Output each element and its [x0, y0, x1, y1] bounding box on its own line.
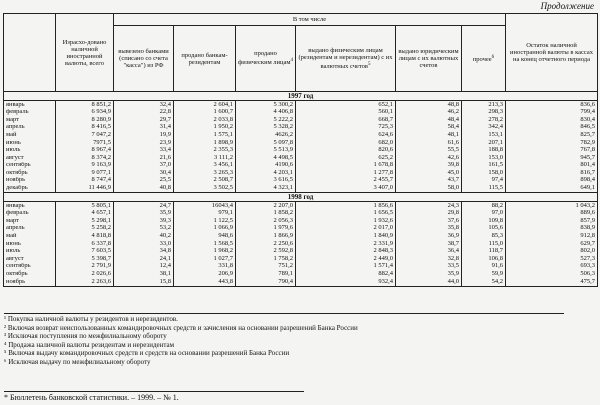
- value-cell: 3 616,5: [236, 177, 296, 185]
- value-cell: 38,1: [114, 270, 174, 278]
- value-cell: 801,4: [506, 162, 598, 170]
- value-cell: 8 851,2: [56, 101, 114, 109]
- table-row: [4, 225, 598, 233]
- value-cell: 668,7: [296, 116, 396, 124]
- value-cell: 5 222,2: [236, 116, 296, 124]
- header-balance: Остаток наличной иностранной валюты в кассах на конец отчетного периода: [506, 14, 598, 92]
- table-row: [4, 233, 598, 241]
- value-cell: 9 163,9: [56, 162, 114, 170]
- value-cell: 25,5: [114, 177, 174, 185]
- value-cell: 153,0: [462, 154, 506, 162]
- table-row: [4, 255, 598, 263]
- value-cell: 2 331,9: [296, 240, 396, 248]
- value-cell: 846,5: [506, 124, 598, 132]
- value-cell: 4626,2: [236, 131, 296, 139]
- value-cell: 31,4: [114, 124, 174, 132]
- value-cell: 7 047,2: [56, 131, 114, 139]
- month-cell: февраль: [4, 109, 56, 117]
- value-cell: 2 056,3: [236, 217, 296, 225]
- value-cell: 48,8: [396, 101, 462, 109]
- value-cell: 2 026,6: [56, 270, 114, 278]
- value-cell: 29,8: [396, 210, 462, 218]
- value-cell: 85,3: [462, 233, 506, 241]
- table-row: [4, 185, 598, 193]
- value-cell: 624,6: [296, 131, 396, 139]
- footnote: ¹ Покупка наличной валюты у резидентов и нерезидентов.: [4, 315, 178, 323]
- value-cell: 7971,5: [56, 139, 114, 147]
- value-cell: 42,6: [396, 154, 462, 162]
- value-cell: 1 600,7: [174, 109, 236, 117]
- value-cell: 8 967,4: [56, 147, 114, 155]
- table-row: [4, 154, 598, 162]
- header-in-total: В том числе: [114, 14, 506, 26]
- value-cell: 4190,6: [236, 162, 296, 170]
- year-1997-label: 1997 год: [4, 92, 598, 101]
- value-cell: 751,2: [236, 263, 296, 271]
- value-cell: 106,8: [462, 255, 506, 263]
- table-row: [4, 101, 598, 109]
- header-issued-persons: выдано физическим лицам (резидентам и нерезидентам) с их валютных счетов$^5$: [296, 26, 396, 92]
- value-cell: 91,6: [462, 263, 506, 271]
- value-cell: 682,0: [296, 139, 396, 147]
- value-cell: 2 250,6: [236, 240, 296, 248]
- value-cell: 1 979,6: [236, 225, 296, 233]
- value-cell: 790,4: [236, 278, 296, 286]
- value-cell: 945,7: [506, 154, 598, 162]
- value-cell: 43,7: [396, 177, 462, 185]
- value-cell: 115,0: [462, 240, 506, 248]
- month-cell: август: [4, 255, 56, 263]
- value-cell: 1 758,2: [236, 255, 296, 263]
- value-cell: 118,7: [462, 248, 506, 256]
- value-cell: 4 657,1: [56, 210, 114, 218]
- month-cell: март: [4, 217, 56, 225]
- value-cell: 37,6: [396, 217, 462, 225]
- value-cell: 527,3: [506, 255, 598, 263]
- value-cell: 8 747,4: [56, 177, 114, 185]
- table-row: [4, 124, 598, 132]
- value-cell: 3 111,2: [174, 154, 236, 162]
- value-cell: 5 513,9: [236, 147, 296, 155]
- value-cell: 58,4: [396, 124, 462, 132]
- value-cell: 6 934,9: [56, 109, 114, 117]
- value-cell: 9 077,1: [56, 169, 114, 177]
- value-cell: 37,0: [114, 162, 174, 170]
- year-1998-label: 1998 год: [4, 193, 598, 202]
- value-cell: 1 568,5: [174, 240, 236, 248]
- value-cell: 33,5: [396, 263, 462, 271]
- value-cell: 802,0: [506, 248, 598, 256]
- value-cell: 898,4: [506, 177, 598, 185]
- header-returned: вывезено банками (списано со счета "касса") из РФ: [114, 26, 174, 92]
- header-issued-legal: выдано юридическим лицам с их валютных счетов: [396, 26, 462, 92]
- table-row: [4, 240, 598, 248]
- value-cell: 3 407,0: [296, 185, 396, 193]
- value-cell: 979,1: [174, 210, 236, 218]
- table-row: [4, 263, 598, 271]
- value-cell: 652,1: [296, 101, 396, 109]
- value-cell: 1 898,9: [174, 139, 236, 147]
- value-cell: 35,9: [396, 270, 462, 278]
- value-cell: 4 818,8: [56, 233, 114, 241]
- value-cell: 88,2: [462, 202, 506, 210]
- value-cell: 830,4: [506, 116, 598, 124]
- month-cell: май: [4, 131, 56, 139]
- value-cell: 29,7: [114, 116, 174, 124]
- value-cell: 24,1: [114, 255, 174, 263]
- header-other: прочее$^6$: [462, 26, 506, 92]
- footnote: ⁴ Продажа наличной валюты резидентам и нерезидентам: [4, 340, 175, 349]
- value-cell: 782,9: [506, 139, 598, 147]
- value-cell: 912,8: [506, 233, 598, 241]
- continuation-label: Продолжение: [540, 1, 594, 11]
- value-cell: 61,6: [396, 139, 462, 147]
- value-cell: 2 263,6: [56, 278, 114, 286]
- value-cell: 2 604,1: [174, 101, 236, 109]
- month-cell: сентябрь: [4, 162, 56, 170]
- value-cell: 1 027,7: [174, 255, 236, 263]
- value-cell: 1 932,6: [296, 217, 396, 225]
- month-cell: май: [4, 233, 56, 241]
- value-cell: 1 575,1: [174, 131, 236, 139]
- value-cell: 36,4: [396, 248, 462, 256]
- value-cell: 1 043,2: [506, 202, 598, 210]
- month-cell: октябрь: [4, 270, 56, 278]
- table-row: [4, 202, 598, 210]
- value-cell: 15,8: [114, 278, 174, 286]
- value-cell: 625,2: [296, 154, 396, 162]
- value-cell: 3 502,5: [174, 185, 236, 193]
- value-cell: 560,1: [296, 109, 396, 117]
- value-cell: 2 508,7: [174, 177, 236, 185]
- table-row: [4, 116, 598, 124]
- month-cell: июнь: [4, 139, 56, 147]
- value-cell: 8 416,5: [56, 124, 114, 132]
- value-cell: 12,4: [114, 263, 174, 271]
- value-cell: 1 858,2: [236, 210, 296, 218]
- value-cell: 6 337,8: [56, 240, 114, 248]
- value-cell: 1 571,4: [296, 263, 396, 271]
- month-cell: август: [4, 154, 56, 162]
- value-cell: 5 805,1: [56, 202, 114, 210]
- value-cell: 109,8: [462, 217, 506, 225]
- value-cell: 30,4: [114, 169, 174, 177]
- value-cell: 97,4: [462, 177, 506, 185]
- value-cell: 19,9: [114, 131, 174, 139]
- value-cell: 825,7: [506, 131, 598, 139]
- month-cell: январь: [4, 101, 56, 109]
- footnotes: [4, 313, 564, 367]
- value-cell: 838,9: [506, 225, 598, 233]
- value-cell: 298,3: [462, 109, 506, 117]
- month-cell: февраль: [4, 210, 56, 218]
- value-cell: 820,6: [296, 147, 396, 155]
- footnote: ⁵ Включая выдачу командировочных средств и средств на основании разрешений Банка России: [4, 349, 290, 358]
- value-cell: 2 791,9: [56, 263, 114, 271]
- value-cell: 948,6: [174, 233, 236, 241]
- value-cell: 693,3: [506, 263, 598, 271]
- value-cell: 2 449,0: [296, 255, 396, 263]
- table-row: [4, 177, 598, 185]
- value-cell: 153,1: [462, 131, 506, 139]
- value-cell: 3 265,3: [174, 169, 236, 177]
- value-cell: 331,8: [174, 263, 236, 271]
- month-cell: апрель: [4, 124, 56, 132]
- source-note: * Бюллетень банковской статистики. – 1999. – № 1.: [4, 391, 304, 402]
- value-cell: 22,8: [114, 109, 174, 117]
- value-cell: 2 033,8: [174, 116, 236, 124]
- value-cell: 278,2: [462, 116, 506, 124]
- value-cell: 33,0: [114, 240, 174, 248]
- value-cell: 39,8: [396, 162, 462, 170]
- value-cell: 21,6: [114, 154, 174, 162]
- value-cell: 46,2: [396, 109, 462, 117]
- currency-table: [3, 13, 598, 287]
- value-cell: 38,7: [396, 240, 462, 248]
- value-cell: 1 968,2: [174, 248, 236, 256]
- value-cell: 4 498,5: [236, 154, 296, 162]
- value-cell: 213,3: [462, 101, 506, 109]
- value-cell: 443,8: [174, 278, 236, 286]
- value-cell: 16043,4: [174, 202, 236, 210]
- month-cell: июль: [4, 147, 56, 155]
- value-cell: 161,5: [462, 162, 506, 170]
- table-row: [4, 131, 598, 139]
- value-cell: 629,7: [506, 240, 598, 248]
- value-cell: 36,9: [396, 233, 462, 241]
- value-cell: 1 066,9: [174, 225, 236, 233]
- table-row: [4, 270, 598, 278]
- value-cell: 53,2: [114, 225, 174, 233]
- month-cell: июнь: [4, 240, 56, 248]
- value-cell: 32,8: [396, 255, 462, 263]
- value-cell: 206,9: [174, 270, 236, 278]
- value-cell: 39,3: [114, 217, 174, 225]
- value-cell: 932,4: [296, 278, 396, 286]
- footnote: ⁶ Исключая выдачу по межфилиальному обороту: [4, 357, 151, 366]
- value-cell: 5 398,7: [56, 255, 114, 263]
- value-cell: 115,5: [462, 185, 506, 193]
- month-cell: июль: [4, 248, 56, 256]
- table-row: [4, 169, 598, 177]
- value-cell: 97,0: [462, 210, 506, 218]
- value-cell: 8 280,9: [56, 116, 114, 124]
- value-cell: 188,8: [462, 147, 506, 155]
- value-cell: 207,1: [462, 139, 506, 147]
- value-cell: 23,9: [114, 139, 174, 147]
- value-cell: 1 277,8: [296, 169, 396, 177]
- value-cell: 649,1: [506, 185, 598, 193]
- value-cell: 5 300,2: [236, 101, 296, 109]
- value-cell: 2 592,8: [236, 248, 296, 256]
- value-cell: 3 456,1: [174, 162, 236, 170]
- month-cell: ноябрь: [4, 177, 56, 185]
- value-cell: 48,4: [396, 116, 462, 124]
- value-cell: 24,7: [114, 202, 174, 210]
- value-cell: 1 678,8: [296, 162, 396, 170]
- footnote: ² Включая возврат неиспользованных командировочных средств и зачисления на основании разрешений Банка России: [4, 323, 358, 332]
- value-cell: 7 603,5: [56, 248, 114, 256]
- value-cell: 44,0: [396, 278, 462, 286]
- value-cell: 5 298,1: [56, 217, 114, 225]
- value-cell: 882,4: [296, 270, 396, 278]
- value-cell: 1 866,9: [236, 233, 296, 241]
- value-cell: 857,9: [506, 217, 598, 225]
- value-cell: 54,2: [462, 278, 506, 286]
- value-cell: 2 207,0: [236, 202, 296, 210]
- table-row: [4, 109, 598, 117]
- value-cell: 58,0: [396, 185, 462, 193]
- table-row: [4, 210, 598, 218]
- value-cell: 11 446,9: [56, 185, 114, 193]
- month-cell: март: [4, 116, 56, 124]
- value-cell: 4 406,8: [236, 109, 296, 117]
- value-cell: 889,6: [506, 210, 598, 218]
- value-cell: 105,6: [462, 225, 506, 233]
- value-cell: 1 950,2: [174, 124, 236, 132]
- value-cell: 725,3: [296, 124, 396, 132]
- value-cell: 48,1: [396, 131, 462, 139]
- month-cell: октябрь: [4, 169, 56, 177]
- value-cell: 1 122,5: [174, 217, 236, 225]
- value-cell: 4 323,1: [236, 185, 296, 193]
- value-cell: 2 017,0: [296, 225, 396, 233]
- month-cell: сентябрь: [4, 263, 56, 271]
- value-cell: 1 840,9: [296, 233, 396, 241]
- value-cell: 789,1: [236, 270, 296, 278]
- value-cell: 799,4: [506, 109, 598, 117]
- footnote: ³ Исключая поступления по межфилиальному обороту: [4, 332, 167, 341]
- value-cell: 1 656,5: [296, 210, 396, 218]
- header-purchased: Израсхо-довано наличной иностранной валюты, всего: [56, 14, 114, 92]
- value-cell: 816,7: [506, 169, 598, 177]
- value-cell: 24,3: [396, 202, 462, 210]
- month-cell: декабрь: [4, 185, 56, 193]
- header-month: [4, 14, 56, 92]
- value-cell: 34,8: [114, 248, 174, 256]
- value-cell: 342,4: [462, 124, 506, 132]
- value-cell: 45,0: [396, 169, 462, 177]
- value-cell: 1 856,6: [296, 202, 396, 210]
- value-cell: 33,4: [114, 147, 174, 155]
- month-cell: апрель: [4, 225, 56, 233]
- value-cell: 2 355,3: [174, 147, 236, 155]
- value-cell: 506,3: [506, 270, 598, 278]
- header-sold-banks: продано банкам-резидентам: [174, 26, 236, 92]
- table-body-1998: [4, 193, 598, 287]
- value-cell: 158,0: [462, 169, 506, 177]
- value-cell: 8 374,2: [56, 154, 114, 162]
- header-sold-persons: продано физическим лицам$^4$: [236, 26, 296, 92]
- table-row: [4, 248, 598, 256]
- value-cell: 35,8: [396, 225, 462, 233]
- value-cell: 55,5: [396, 147, 462, 155]
- value-cell: 836,6: [506, 101, 598, 109]
- table-body-1997: [4, 92, 598, 193]
- value-cell: 475,7: [506, 278, 598, 286]
- table-row: [4, 278, 598, 286]
- table-row: [4, 217, 598, 225]
- month-cell: ноябрь: [4, 278, 56, 286]
- month-cell: январь: [4, 202, 56, 210]
- value-cell: 32,4: [114, 101, 174, 109]
- value-cell: 5 097,8: [236, 139, 296, 147]
- value-cell: 5 258,2: [56, 225, 114, 233]
- value-cell: 5 328,2: [236, 124, 296, 132]
- value-cell: 59,9: [462, 270, 506, 278]
- value-cell: 40,8: [114, 185, 174, 193]
- value-cell: 35,9: [114, 210, 174, 218]
- table-row: [4, 147, 598, 155]
- value-cell: 4 203,1: [236, 169, 296, 177]
- table-row: [4, 139, 598, 147]
- value-cell: 40,2: [114, 233, 174, 241]
- table-row: [4, 162, 598, 170]
- value-cell: 2 848,3: [296, 248, 396, 256]
- value-cell: 767,8: [506, 147, 598, 155]
- value-cell: 2 455,7: [296, 177, 396, 185]
